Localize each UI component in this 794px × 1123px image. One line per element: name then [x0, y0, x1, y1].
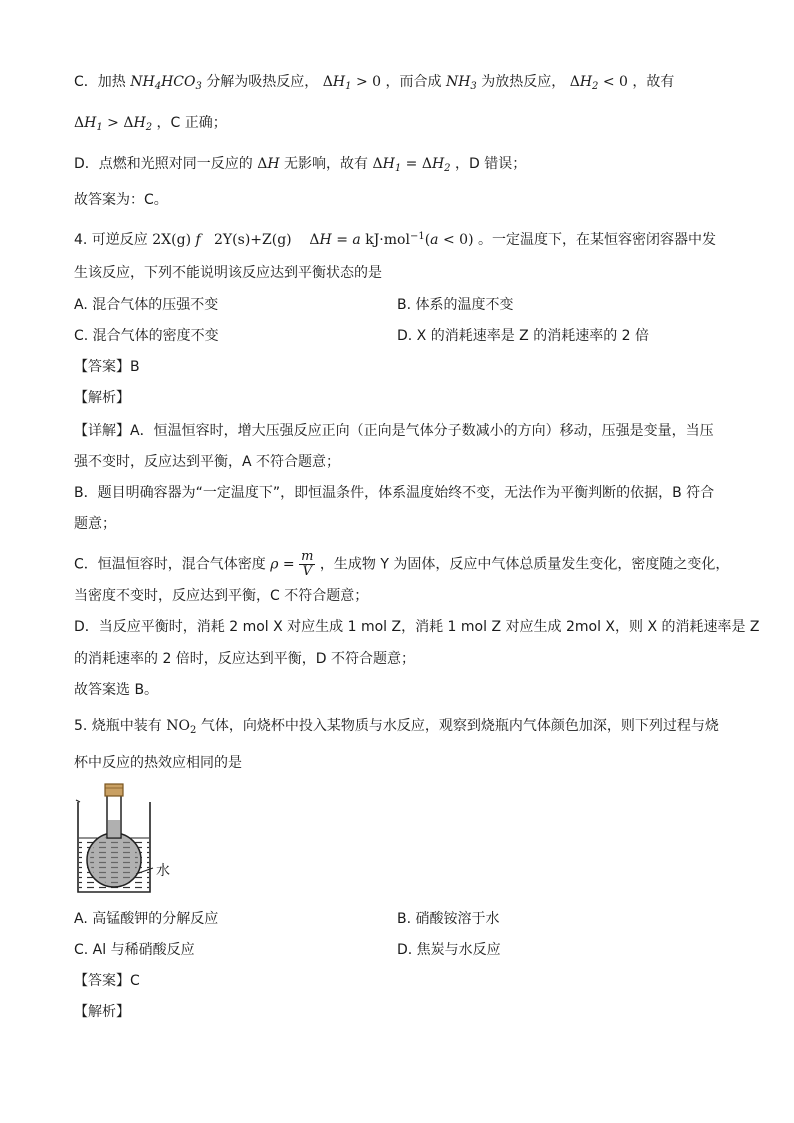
figure-water-label: 水: [156, 863, 170, 879]
q4-explain-d-line2: 的消耗速率的 2 倍时，反应达到平衡，D 不符合题意；: [74, 651, 416, 667]
formula-reaction: 2X(g) f 2Y(s)+Z(g) ΔH = a kJ·mol$^{-1}$(a < 0): [152, 231, 474, 248]
q3-option-c-line1: C．加热 $NH_4HCO_3$ 分解为吸热反应， $\Delta H_1 > 0$ ，而合成 $NH_3$ 为放热反应， $\Delta H_2 < 0$ ，故有: [74, 74, 675, 92]
q4-final-answer: 故答案选 B。: [74, 682, 159, 698]
q3-answer-line: 故答案为：C。: [74, 192, 168, 208]
q4-stem-line1: 4. 可逆反应 2X(g) f 2Y(s)+Z(g) ΔH = a kJ·mol$^{-1}$(a < 0) 。一定温度下，在某恒容密闭容器中发: [74, 231, 716, 248]
q4-answer: 【答案】B: [74, 359, 140, 375]
formula-dh: ΔH: [257, 156, 280, 172]
q4-explain-c-line1: C．恒温恒容时，混合气体密度 ρ = $\frac{m}{V}$ ，生成物 Y 为固体，反应中气体总质量发生变化，密度随之变化，: [74, 549, 730, 579]
formula-m-over-v: $\frac{m}{V}$: [301, 549, 314, 579]
q5-answer: 【答案】C: [74, 973, 140, 989]
q4-explain-b-line2: 题意；: [74, 516, 116, 532]
q5-option-b: B. 硝酸铵溶于水: [397, 911, 500, 927]
q4-option-b: B. 体系的温度不变: [397, 297, 514, 313]
q5-analysis: 【解析】: [74, 1004, 130, 1020]
q4-explain-b-line1: B．题目明确容器为“一定温度下”，即恒温条件，体系温度始终不变，无法作为平衡判断的依据，B 符合: [74, 485, 715, 501]
q4-detail-line2: 强不变时，反应达到平衡，A 不符合题意；: [74, 454, 341, 470]
formula-no2: $NO_2$: [166, 718, 197, 736]
formula-dh1-gt-dh2: $\Delta H_1 > \Delta H_2$: [74, 115, 153, 133]
q4-explain-c-line2: 当密度不变时，反应达到平衡，C 不符合题意；: [74, 588, 369, 604]
q5-option-a: A. 高锰酸钾的分解反应: [74, 911, 219, 927]
q3-option-c-line2: $\Delta H_1 > \Delta H_2$ ，C 正确；: [74, 115, 227, 133]
q4-option-a: A. 混合气体的压强不变: [74, 297, 219, 313]
q5-stem-line1: 5. 烧瓶中装有 $NO_2$ 气体，向烧杯中投入某物质与水反应，观察到烧瓶内气体颜色加深，则下列过程与烧: [74, 718, 719, 736]
formula-nh4hco3: $NH_4HCO_3$: [130, 74, 202, 92]
q3-option-d-line: D．点燃和光照对同一反应的 ΔH 无影响，故有 $\Delta H_1 = \Delta H_2$ ，D 错误；: [74, 156, 527, 174]
formula-nh3: $NH_3$: [445, 74, 477, 92]
formula-dh1-eq-dh2: $\Delta H_1 = \Delta H_2$: [372, 156, 451, 174]
q4-option-d: D. X 的消耗速率是 Z 的消耗速率的 2 倍: [397, 328, 650, 344]
flask-in-beaker-figure: [74, 780, 194, 898]
formula-dh2-lt-0: $\Delta H_2 < 0$: [569, 74, 628, 92]
q5-option-d: D. 焦炭与水反应: [397, 942, 501, 958]
q5-option-c: C. Al 与稀硝酸反应: [74, 942, 195, 958]
q4-explain-d-line1: D．当反应平衡时，消耗 2 mol X 对应生成 1 mol Z，消耗 1 mol Z 对应生成 2mol X，则 X 的消耗速率是 Z: [74, 619, 760, 635]
formula-density: ρ =: [270, 556, 295, 573]
q4-option-c: C. 混合气体的密度不变: [74, 328, 219, 344]
q4-detail-line1: 【详解】A．恒温恒容时，增大压强反应正向（正向是气体分子数减小的方向）移动，压强是变量，当压: [74, 423, 714, 439]
q4-analysis: 【解析】: [74, 390, 130, 406]
q4-stem-line2: 生该反应，下列不能说明该反应达到平衡状态的是: [74, 265, 382, 281]
q5-stem-line2: 杯中反应的热效应相同的是: [74, 755, 242, 771]
formula-dh1-gt-0: $\Delta H_1 > 0$: [322, 74, 382, 92]
